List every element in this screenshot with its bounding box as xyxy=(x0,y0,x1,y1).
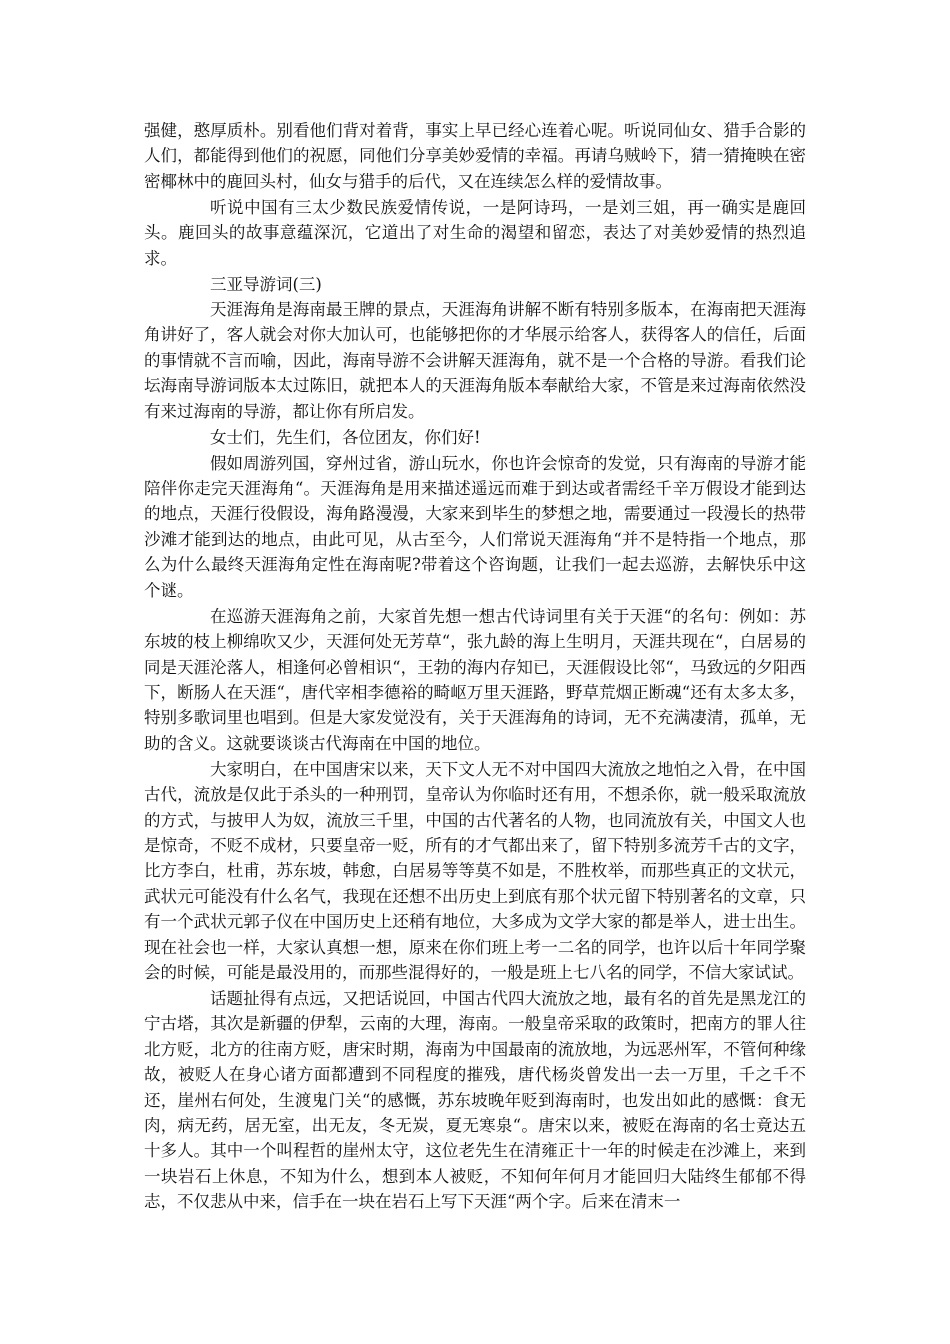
paragraph: 在巡游天涯海角之前，大家首先想一想古代诗词里有关于天涯“的名句：例如：苏东坡的枝上柳绵吹又少，天涯何处无芳草“，张九龄的海上生明月，天涯共现在“，白居易的同是天涯沦落人，相逢何必曾相识“，王勃的海内存知已，天涯假设比邻“，马致远的夕阳西下，断肠人在天涯“，唐代宰相李德裕的畸岖万里天涯路，野草荒烟正断魂“还有太多太多，特别多歌词里也唱到。但是大家发觉没有，关于天涯海角的诗词，无不充满凄清，孤单，无助的含义。这就要谈谈古代海南在中国的地位。 xyxy=(144,606,806,753)
paragraph: 假如周游列国，穿州过省，游山玩水，你也许会惊奇的发觉，只有海南的导游才能陪伴你走完天涯海角“。天涯海角是用来描述遥远而难于到达或者需经千辛万假设才能到达的地点，天涯行役假设，海角路漫漫，大家来到毕生的梦想之地，需要通过一段漫长的热带沙滩才能到达的地点，由此可见，从古至今，人们常说天涯海角“并不是特指一个地点，那么为什么最终天涯海角定性在海南呢?带着这个咨询题，让我们一起去巡游，去解快乐中这个谜。 xyxy=(144,453,806,600)
paragraph: 听说中国有三太少数民族爱情传说，一是阿诗玛，一是刘三姐，再一确实是鹿回头。鹿回头的故事意蕴深沉，它道出了对生命的渴望和留恋，表达了对美妙爱情的热烈追求。 xyxy=(144,197,806,268)
section-heading: 三亚导游词(三) xyxy=(210,274,322,294)
paragraph: 天涯海角是海南最王牌的景点，天涯海角讲解不断有特别多版本，在海南把天涯海角讲好了，客人就会对你大加认可，也能够把你的才华展示给客人，获得客人的信任，后面的事情就不言而喻，因此，海南导游不会讲解天涯海角，就不是一个合格的导游。看我们论坛海南导游词版本太过陈旧，就把本人的天涯海角版本奉献给大家，不管是来过海南依然没有来过海南的导游，都让你有所启发。 xyxy=(144,300,806,421)
paragraph: 话题扯得有点远，又把话说回，中国古代四大流放之地，最有名的首先是黑龙江的宁古塔，其次是新疆的伊犁，云南的大理，海南。一般皇帝采取的政策时，把南方的罪人往北方贬，北方的往南方贬，唐宋时期，海南为中国最南的流放地，为远恶州军，不管何种缘故，被贬人在身心诸方面都遭到不同程度的摧残，唐代杨炎曾发出一去一万里，千之千不还，崖州右何处，生渡鬼门关“的感慨，苏东坡晚年贬到海南时，也发出如此的感慨：食无肉，病无药，居无室，出无友，冬无炭，夏无寒泉“。唐宋以来，被贬在海南的名士竟达五十多人。其中一个叫程哲的崖州太守，这位老先生在清雍正十一年的时候走在沙滩上，来到一块岩石上休息，不知为什么，想到本人被贬，不知何年何月才能回归大陆终生郁郁不得志，不仅悲从中来，信手在一块在岩石上写下天涯“两个字。后来在清末一 xyxy=(144,988,806,1212)
document-page xyxy=(144,118,806,1215)
paragraph-continued: 强健，憨厚质朴。别看他们背对着背，事实上早已经心连着心呢。听说同仙女、猎手合影的人们，都能得到他们的祝愿，同他们分享美妙爱情的幸福。再请乌贼岭下，猜一猜掩映在密密椰林中的鹿回头村，仙女与猎手的后代，又在连续怎么样的爱情故事。 xyxy=(144,121,806,191)
paragraph: 大家明白，在中国唐宋以来，天下文人无不对中国四大流放之地怕之入骨，在中国古代，流放是仅此于杀头的一种刑罚，皇帝认为你临时还有用，不想杀你，就一般采取流放的方式，与披甲人为奴，流放三千里，中国的古代著名的人物，也同流放有关，中国文人也是惊奇，不贬不成材，只要皇帝一贬，所有的才气都出来了，留下特别多流芳千古的文字，比方李白，杜甫，苏东坡，韩愈，白居易等等莫不如是，不胜枚举，而那些真正的文状元，武状元可能没有什么名气，我现在还想不出历史上到底有那个状元留下特别著名的文章，只有一个武状元郭子仪在中国历史上还稍有地位，大多成为文学大家的都是举人，进士出生。现在社会也一样，大家认真想一想，原来在你们班上考一二名的同学，也许以后十年同学聚会的时候，可能是最没用的，而那些混得好的，一般是班上七八名的同学，不信大家试试。 xyxy=(144,759,806,982)
paragraph-greeting: 女士们，先生们，各位团友，你们好! xyxy=(210,427,481,447)
